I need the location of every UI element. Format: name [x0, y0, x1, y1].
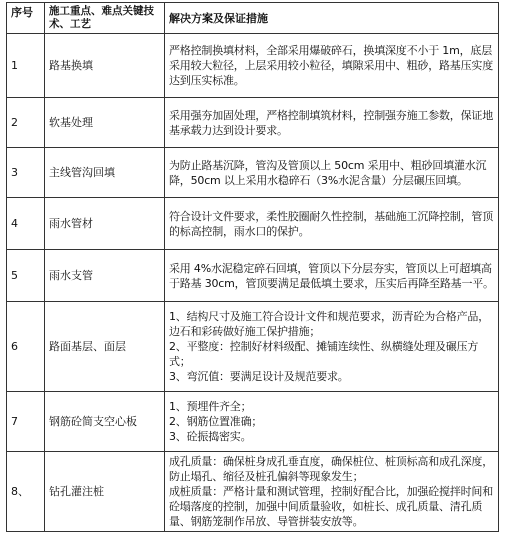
row-number: 2 — [7, 98, 45, 148]
measure-text: 3、砼振捣密实。 — [169, 430, 252, 443]
header-no: 序号 — [7, 3, 45, 34]
measure-text: 成孔质量：确保桩身成孔垂直度，确保桩位、桩顶标高和成孔深度，防止塌孔、缩径及桩孔偏斜等现象发生； — [169, 455, 493, 483]
row-number: 7 — [7, 392, 45, 452]
row-number: 4 — [7, 198, 45, 250]
row-number: 1 — [7, 34, 45, 98]
row-number: 6 — [7, 302, 45, 392]
table-row — [7, 98, 499, 148]
row-item: 路基换填 — [45, 34, 165, 98]
row-item: 路面基层、面层 — [45, 302, 165, 392]
row-item: 钻孔灌注桩 — [45, 452, 165, 532]
table-row — [7, 250, 499, 302]
row-item: 雨水管材 — [45, 198, 165, 250]
measure-text: 成桩质量：严格计量和测试管理，控制好配合比，加强砼搅拌时间和砼塌落度的控制，加强中间质量验收，如桩长、成孔质量、清孔质量、钢筋笼制作吊放、导管拼装安放等。 — [169, 485, 493, 528]
header-item: 施工重点、难点关键技术、工艺 — [45, 3, 165, 34]
table-row — [7, 148, 499, 198]
header-measures: 解决方案及保证措施 — [165, 3, 499, 34]
table-row — [7, 302, 499, 392]
row-number: 3 — [7, 148, 45, 198]
measure-text: 2、平整度：控制好材料级配、摊铺连续性、纵横缝处理及碾压方式； — [169, 340, 479, 368]
row-measures — [165, 392, 499, 452]
row-item: 雨水支管 — [45, 250, 165, 302]
measure-text: 采用 4%水泥稳定碎石回填，管顶以下分层夯实，管顶以上可超填高于路基 30cm，管顶要满足最低填土要求，压实后再降至路基一平。 — [169, 261, 494, 290]
measure-text: 为防止路基沉降，管沟及管顶以上 50cm 采用中、粗砂回填灌水沉降，50cm 以上采用水稳碎石（3%水泥含量）分层碾压回填。 — [169, 158, 487, 187]
measure-text: 符合设计文件要求，柔性胶圈耐久性控制，基础施工沉降控制，管顶的标高控制，雨水口的保护。 — [169, 209, 493, 238]
row-item: 软基处理 — [45, 98, 165, 148]
measure-text: 1、结构尺寸及施工符合设计文件和规范要求，沥青砼为合格产品，边石和彩砖做好施工保护措施； — [169, 310, 489, 338]
row-item: 主线管沟回填 — [45, 148, 165, 198]
measure-text: 采用强夯加固处理，严格控制填筑材料，控制强夯施工参数，保证地基承载力达到设计要求。 — [169, 108, 493, 137]
table-header-row — [7, 3, 499, 34]
row-measures — [165, 302, 499, 392]
row-measures — [165, 98, 499, 148]
measure-text: 3、弯沉值：要满足设计及规范要求。 — [169, 370, 349, 383]
measure-text: 2、钢筋位置准确； — [169, 415, 263, 428]
row-item: 钢筋砼简支空心板 — [45, 392, 165, 452]
row-measures — [165, 148, 499, 198]
table-row — [7, 392, 499, 452]
row-number: 8、 — [7, 452, 45, 532]
table-row — [7, 198, 499, 250]
row-measures — [165, 250, 499, 302]
row-measures — [165, 198, 499, 250]
table-row — [7, 34, 499, 98]
measures-table — [6, 2, 499, 532]
measure-text: 1、预埋件齐全； — [169, 400, 252, 413]
measure-text: 严格控制换填材料，全部采用爆破碎石，换填深度不小于 1m，底层采用较大粒径，上层采用较小粒径，填隙采用中、粗砂，路基压实度达到压实标准。 — [169, 44, 493, 87]
row-measures — [165, 34, 499, 98]
row-measures — [165, 452, 499, 532]
table-row — [7, 452, 499, 532]
row-number: 5 — [7, 250, 45, 302]
